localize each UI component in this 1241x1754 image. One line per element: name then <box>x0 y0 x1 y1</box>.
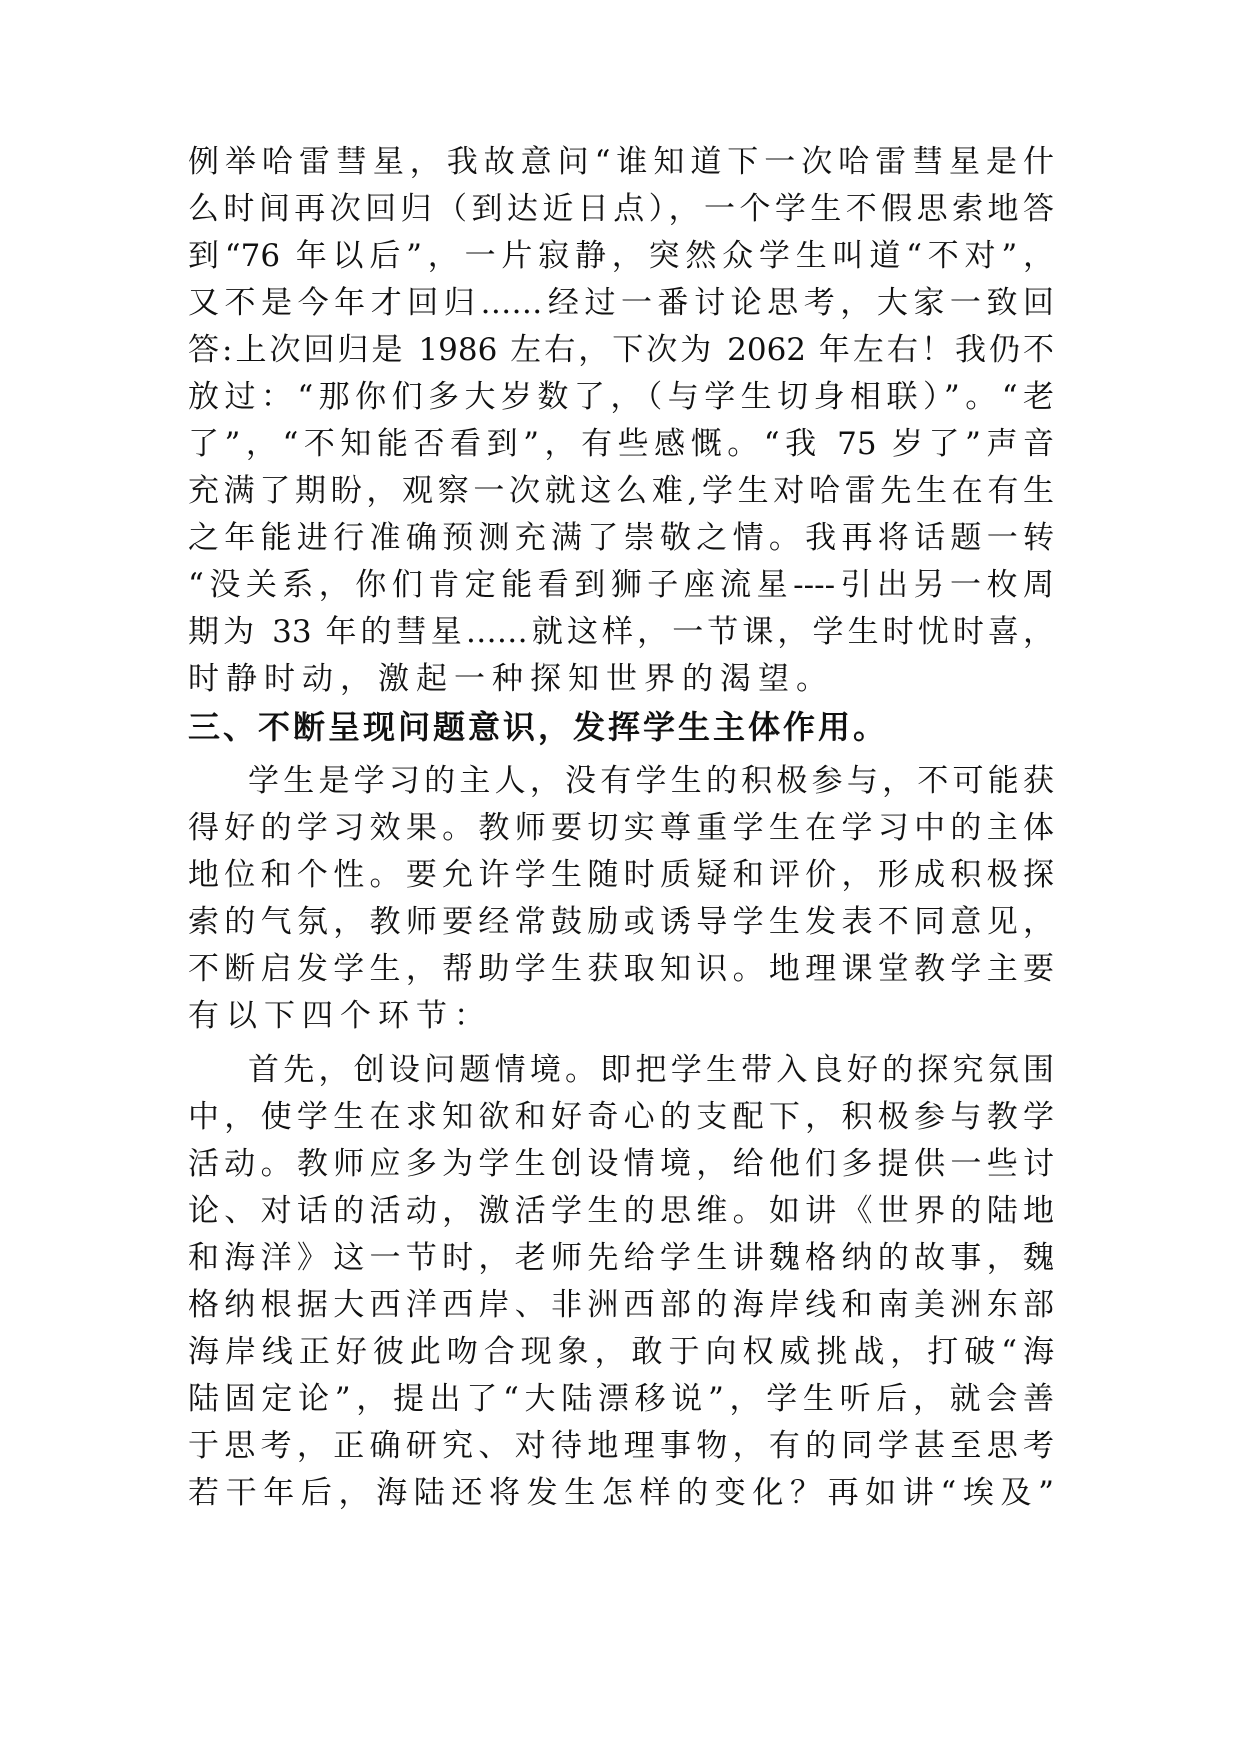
text-line: 活动。教师应多为学生创设情境，给他们多提供一些讨 <box>188 1146 1054 1182</box>
text-line: 充满了期盼，观察一次就这么难,学生对哈雷先生在有生 <box>188 473 1054 509</box>
text-line: 么时间再次回归（到达近日点），一个学生不假思索地答 <box>188 191 1054 227</box>
section-heading: 三、不断呈现问题意识，发挥学生主体作用。 <box>188 708 889 746</box>
text-line: 地位和个性。要允许学生随时质疑和评价，形成积极探 <box>188 857 1054 893</box>
text-line: 海岸线正好彼此吻合现象，敢于向权威挑战，打破“海 <box>188 1334 1054 1370</box>
text-line: 到“76 年以后”，一片寂静，突然众学生叫道“不对”， <box>188 238 1054 274</box>
text-line: 之年能进行准确预测充满了崇敬之情。我再将话题一转 <box>188 520 1054 556</box>
text-line: 例举哈雷彗星，我故意问“谁知道下一次哈雷彗星是什 <box>188 144 1054 180</box>
text-line: 于思考，正确研究、对待地理事物，有的同学甚至思考 <box>188 1428 1054 1464</box>
text-line: 时静时动，激起一种探知世界的渴望。 <box>188 661 834 697</box>
text-line: 学生是学习的主人，没有学生的积极参与，不可能获 <box>248 763 1054 799</box>
text-line: 答:上次回归是 1986 左右，下次为 2062 年左右！我仍不 <box>188 332 1054 368</box>
text-line: 了”，“不知能否看到”，有些感慨。“我 75 岁了”声音 <box>188 426 1054 462</box>
text-line: 格纳根据大西洋西岸、非洲西部的海岸线和南美洲东部 <box>188 1287 1054 1323</box>
text-line: 若干年后，海陆还将发生怎样的变化？再如讲“埃及” <box>188 1475 1054 1511</box>
text-line: 索的气氛，教师要经常鼓励或诱导学生发表不同意见， <box>188 904 1054 940</box>
text-line: 陆固定论”，提出了“大陆漂移说”，学生听后，就会善 <box>188 1381 1054 1417</box>
text-line: 论、对话的活动，激活学生的思维。如讲《世界的陆地 <box>188 1193 1054 1229</box>
text-line: 和海洋》这一节时，老师先给学生讲魏格纳的故事，魏 <box>188 1240 1054 1276</box>
text-line: 不断启发学生，帮助学生获取知识。地理课堂教学主要 <box>188 951 1054 987</box>
text-line: 放过：“那你们多大岁数了，（与学生切身相联）”。“老 <box>188 379 1054 415</box>
text-line: 有以下四个环节： <box>188 998 492 1034</box>
text-line: “没关系，你们肯定能看到狮子座流星----引出另一枚周 <box>188 567 1054 603</box>
text-line: 得好的学习效果。教师要切实尊重学生在学习中的主体 <box>188 810 1054 846</box>
text-line: 首先，创设问题情境。即把学生带入良好的探究氛围 <box>248 1052 1054 1088</box>
text-line: 期为 33 年的彗星……就这样，一节课，学生时忧时喜， <box>188 614 1054 650</box>
text-line: 又不是今年才回归……经过一番讨论思考，大家一致回 <box>188 285 1054 321</box>
text-line: 中，使学生在求知欲和好奇心的支配下，积极参与教学 <box>188 1099 1054 1135</box>
